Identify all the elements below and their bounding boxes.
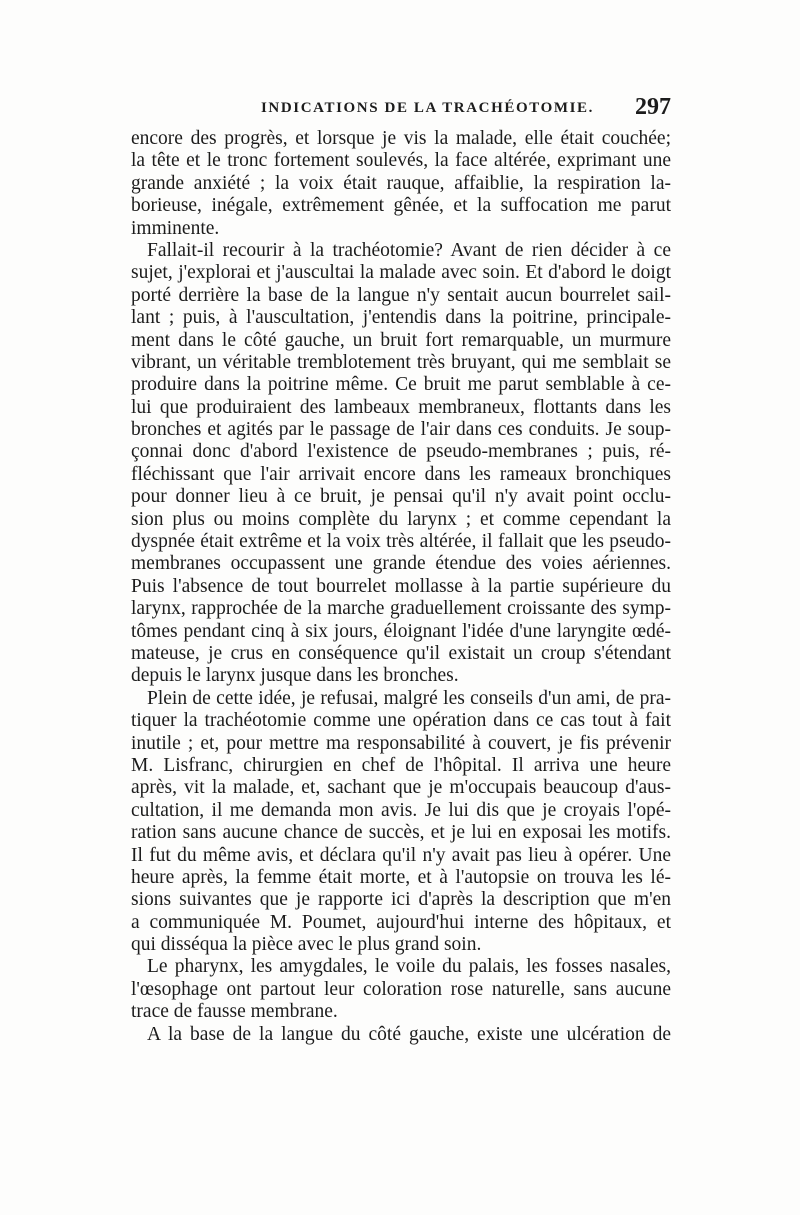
- page-header: [131, 94, 671, 124]
- text-line: heure après, la femme était morte, et à l'autopsie on trouva les lé-: [131, 866, 671, 888]
- text-line: Fallait-il recourir à la trachéotomie? Avant de rien décider à ce: [147, 239, 671, 261]
- text-line: encore des progrès, et lorsque je vis la malade, elle était couchée;: [131, 128, 671, 149]
- text-line: lui que produiraient des lambeaux membraneux, flottants dans les: [131, 396, 671, 418]
- text-line: après, vit la malade, et, sachant que je m'occupais beaucoup d'aus-: [131, 777, 671, 799]
- body-text: [131, 128, 671, 1046]
- text-line: sions suivantes que je rapporte ici d'après la description que m'en: [131, 889, 671, 911]
- text-line: l'œsophage ont partout leur coloration rose naturelle, sans aucune: [131, 978, 671, 1000]
- text-line: Plein de cette idée, je refusai, malgré les conseils d'un ami, de pra-: [147, 687, 671, 709]
- text-line: tômes pendant cinq à six jours, éloignant l'idée d'une laryngite œdé-: [131, 620, 671, 642]
- text-line: pour donner lieu à ce bruit, je pensai qu'il n'y avait point occlu-: [131, 486, 671, 508]
- text-line: a communiquée M. Poumet, aujourd'hui interne des hôpitaux, et: [131, 911, 671, 933]
- text-line: Le pharynx, les amygdales, le voile du palais, les fosses nasales,: [147, 956, 671, 978]
- text-line: porté derrière la base de la langue n'y sentait aucun bourrelet sail-: [131, 284, 671, 306]
- text-line: ment dans le côté gauche, un bruit fort remarquable, un murmure: [131, 329, 671, 351]
- text-line: vibrant, un véritable tremblotement très bruyant, qui me semblait se: [131, 351, 671, 373]
- text-line: sion plus ou moins complète du larynx ; et comme cependant la: [131, 508, 671, 530]
- text-line: lant ; puis, à l'auscultation, j'entendis dans la poitrine, principale-: [131, 307, 671, 329]
- text-line: Il fut du même avis, et déclara qu'il n'y avait pas lieu à opérer. Une: [131, 844, 671, 866]
- text-line: mateuse, je crus en conséquence qu'il existait un croup s'étendant: [131, 642, 671, 664]
- text-line: qui disséqua la pièce avec le plus grand soin.: [131, 934, 482, 956]
- text-line: imminente.: [131, 217, 220, 239]
- text-line: cultation, il me demanda mon avis. Je lui dis que je croyais l'opé-: [131, 799, 671, 821]
- text-line: produire dans la poitrine même. Ce bruit me parut semblable à ce-: [131, 374, 671, 396]
- text-line: çonnai donc d'abord l'existence de pseudo-membranes ; puis, ré-: [131, 441, 671, 463]
- text-line: sujet, j'explorai et j'auscultai la malade avec soin. Et d'abord le doigt: [131, 262, 671, 284]
- text-line: tiquer la trachéotomie comme une opération dans ce cas tout à fait: [131, 710, 671, 732]
- text-line: fléchissant que l'air arrivait encore dans les rameaux bronchiques: [131, 463, 671, 485]
- text-line: inutile ; et, pour mettre ma responsabilité à couvert, je fis prévenir: [131, 732, 671, 754]
- text-line: membranes occupassent une grande étendue des voies aériennes.: [131, 553, 671, 575]
- page-number: 297: [635, 94, 671, 120]
- text-line: A la base de la langue du côté gauche, existe une ulcération de: [147, 1023, 671, 1045]
- text-line: trace de fausse membrane.: [131, 1001, 338, 1023]
- text-line: M. Lisfranc, chirurgien en chef de l'hôpital. Il arriva une heure: [131, 754, 671, 776]
- text-line: larynx, rapprochée de la marche graduellement croissante des symp-: [131, 598, 671, 620]
- text-line: Puis l'absence de tout bourrelet mollasse à la partie supérieure du: [131, 575, 671, 597]
- text-line: dyspnée était extrême et la voix très altérée, il fallait que les pseudo-: [131, 531, 671, 553]
- running-title: INDICATIONS DE LA TRACHÉOTOMIE.: [261, 100, 594, 116]
- text-line: bronches et agités par le passage de l'air dans ces conduits. Je soup-: [131, 419, 671, 441]
- text-line: ration sans aucune chance de succès, et je lui en exposai les motifs.: [131, 822, 671, 844]
- text-line: grande anxiété ; la voix était rauque, affaiblie, la respiration la-: [131, 172, 671, 194]
- text-line: borieuse, inégale, extrêmement gênée, et la suffocation me parut: [131, 195, 671, 217]
- text-line: la tête et le tronc fortement soulevés, la face altérée, exprimant une: [131, 150, 671, 172]
- text-line: depuis le larynx jusque dans les bronches.: [131, 665, 459, 687]
